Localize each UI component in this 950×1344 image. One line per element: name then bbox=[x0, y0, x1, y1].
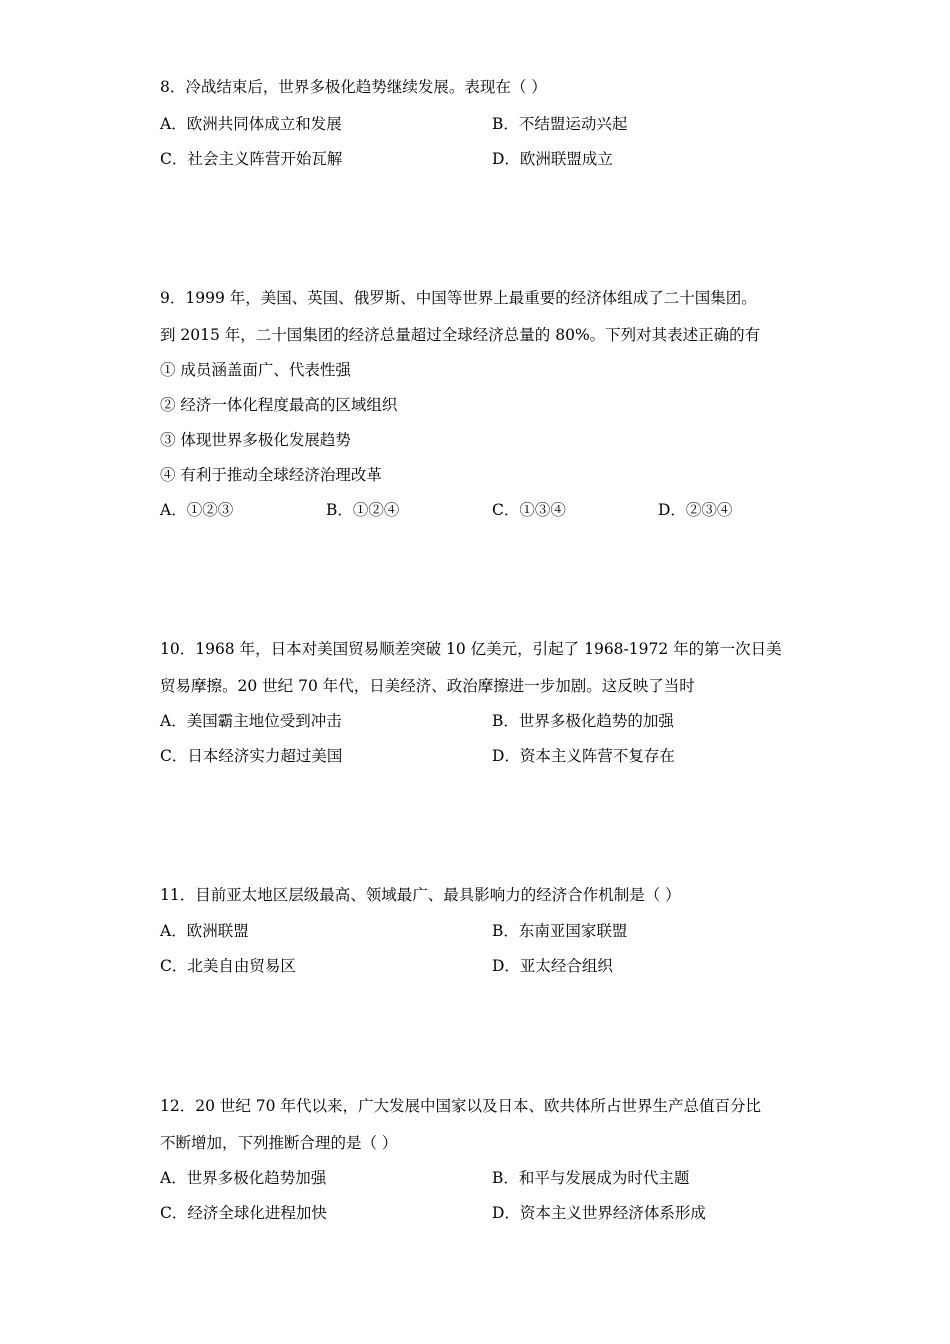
question-8-option-c: C．社会主义阵营开始瓦解 bbox=[160, 150, 343, 168]
question-8-option-a: A．欧洲共同体成立和发展 bbox=[160, 115, 342, 133]
question-11-option-a: A．欧洲联盟 bbox=[160, 922, 249, 940]
question-8-stem: 8．冷战结束后，世界多极化趋势继续发展。表现在（ ） bbox=[160, 78, 547, 96]
question-11-stem: 11．目前亚太地区层级最高、领域最广、最具影响力的经济合作机制是（ ） bbox=[160, 886, 681, 904]
question-9-item-3: ③ 体现世界多极化发展趋势 bbox=[160, 431, 351, 449]
question-12-stem-line-1: 12．20 世纪 70 年代以来，广大发展中国家以及日本、欧共体所占世界生产总值百分比 bbox=[160, 1097, 761, 1115]
question-8-option-d: D．欧洲联盟成立 bbox=[492, 150, 613, 168]
question-10-option-a: A．美国霸主地位受到冲击 bbox=[160, 712, 342, 730]
question-12-stem-line-2: 不断增加，下列推断合理的是（ ） bbox=[160, 1134, 398, 1152]
question-12-option-b: B．和平与发展成为时代主题 bbox=[492, 1169, 690, 1187]
question-12-option-c: C．经济全球化进程加快 bbox=[160, 1204, 327, 1222]
question-10-stem-line-1: 10．1968 年，日本对美国贸易顺差突破 10 亿美元，引起了 1968-1972 年的第一次日美 bbox=[160, 640, 782, 658]
question-11-option-d: D．亚太经合组织 bbox=[492, 957, 613, 975]
question-10-option-c: C．日本经济实力超过美国 bbox=[160, 747, 343, 765]
question-10-stem-line-2: 贸易摩擦。20 世纪 70 年代，日美经济、政治摩擦进一步加剧。这反映了当时 bbox=[160, 677, 695, 695]
question-10-option-d: D．资本主义阵营不复存在 bbox=[492, 747, 675, 765]
question-10-option-b: B．世界多极化趋势的加强 bbox=[492, 712, 674, 730]
question-9-item-1: ① 成员涵盖面广、代表性强 bbox=[160, 361, 351, 379]
question-8-option-b: B．不结盟运动兴起 bbox=[492, 115, 628, 133]
question-11-option-c: C．北美自由贸易区 bbox=[160, 957, 296, 975]
question-9-stem-line-2: 到 2015 年，二十国集团的经济总量超过全球经济总量的 80%。下列对其表述正确的有 bbox=[160, 326, 761, 344]
question-12-option-a: A．世界多极化趋势加强 bbox=[160, 1169, 327, 1187]
question-9-item-4: ④ 有利于推动全球经济治理改革 bbox=[160, 466, 382, 484]
question-9-option-a: A．①②③ bbox=[160, 501, 234, 519]
question-9-item-2: ② 经济一体化程度最高的区域组织 bbox=[160, 396, 398, 414]
question-11-option-b: B．东南亚国家联盟 bbox=[492, 922, 628, 940]
question-9-stem-line-1: 9．1999 年，美国、英国、俄罗斯、中国等世界上最重要的经济体组成了二十国集团。 bbox=[160, 289, 757, 307]
question-9-option-c: C．①③④ bbox=[492, 501, 566, 519]
question-12-option-d: D．资本主义世界经济体系形成 bbox=[492, 1204, 706, 1222]
question-9-option-d: D．②③④ bbox=[658, 501, 733, 519]
question-9-option-b: B．①②④ bbox=[326, 501, 400, 519]
